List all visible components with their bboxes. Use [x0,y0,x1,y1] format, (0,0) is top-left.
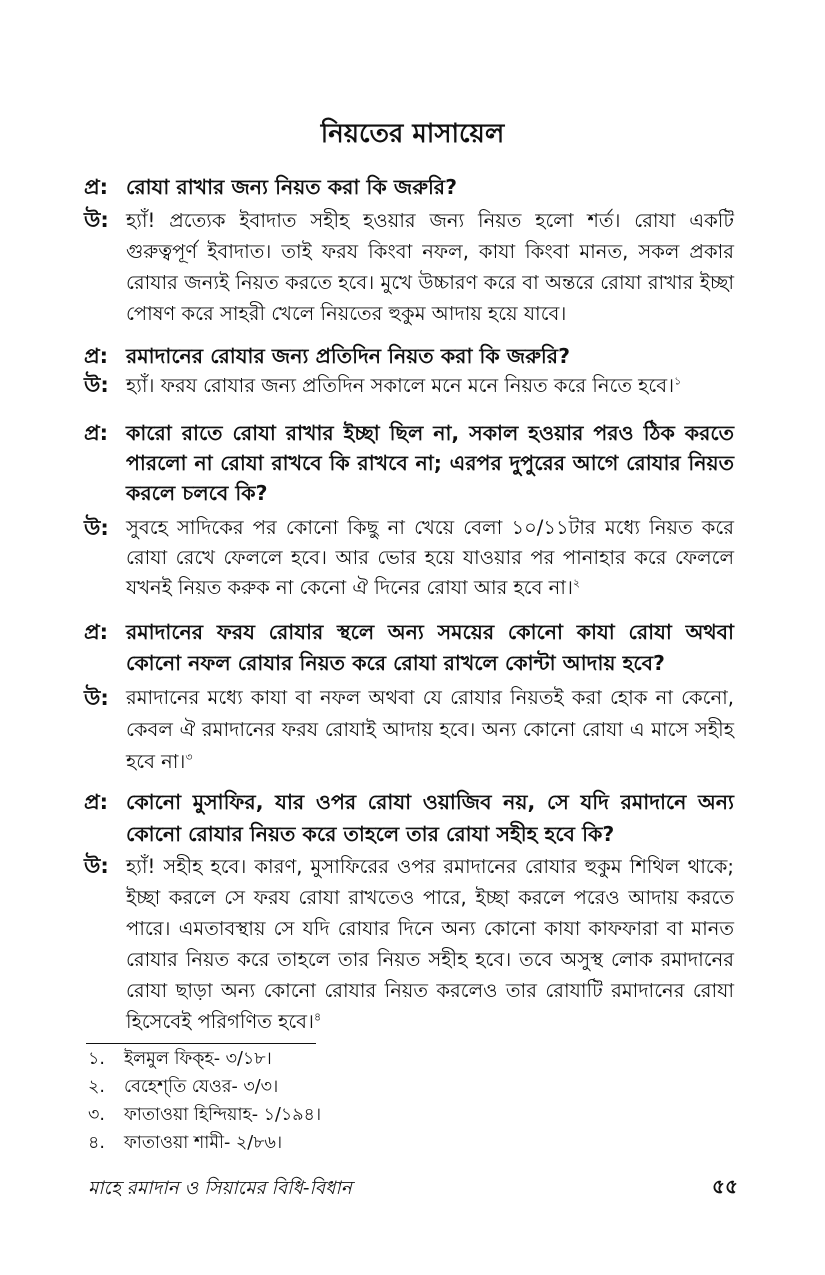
footnote-text: ইলমুল ফিক্‌হ- ৩/১৮। [124,1049,272,1069]
answer-text [126,513,734,603]
footnote-ref: ৩ [185,750,193,764]
question-text: কোনো মুসাফির, যার ওপর রোযা ওয়াজিব নয়, সে যদি রমাদানে অন্য কোনো রোযার নিয়ত করে তাহলে তার রোযা সহীহ হবে কি? [126,790,734,846]
answer-label: উ: [84,854,109,878]
footnote-number: ১. [88,1049,105,1069]
question-3 [84,418,734,508]
page-number: ৫৫ [712,1174,738,1198]
answer-2 [84,370,734,401]
answer-text [126,370,734,401]
question-label: প্র: [84,421,109,445]
question-label: প্র: [84,790,109,814]
question-4 [84,617,734,679]
question-5 [84,786,734,850]
question-label: প্র: [84,344,109,368]
question-text: রমাদানের রোযার জন্য প্রতিদিন নিয়ত করা কি জরুরি? [126,344,570,368]
answer-body: হ্যাঁ। ফরয রোযার জন্য প্রতিদিন সকালে মনে মনে নিয়ত করে নিতে হবে। [126,374,675,397]
footnote-text: ফাতাওয়া হিন্দিয়াহ- ১/১৯৪। [124,1105,322,1125]
question-text: রমাদানের ফরয রোযার স্থলে অন্য সময়ের কোনো কাযা রোযা অথবা কোনো নফল রোযার নিয়ত করে রোযা রাখলে কোন্টা আদায় হবে? [126,620,734,675]
question-1 [84,170,734,204]
answer-label: উ: [84,516,109,540]
answer-5 [84,851,734,1037]
running-book-title: মাহে রমাদান ও সিয়ামের বিধি-বিধান [88,1178,352,1199]
question-text: রোযা রাখার জন্য নিয়ত করা কি জরুরি? [126,175,457,199]
page-footer [88,1166,738,1206]
footnote-text: ফাতাওয়া শামী- ২/৮৬। [124,1133,283,1153]
footnote-2 [88,1074,278,1100]
answer-body: হ্যাঁ! প্রত্যেক ইবাদাত সহীহ হওয়ার জন্য নিয়ত হলো শর্ত। রোযা একটি গুরুত্বপূর্ণ ইবাদাত। তাই ফরয কিংবা নফল, কাযা কিংবা মানত, সকল প্রকার রোযার জন্যই নিয়ত করতে হবে। মুখে উচ্চারণ করে বা অন্তরে রোযা রাখার ইচ্ছা পোষণ করে সাহরী খেলে নিয়তের হুকুম আদায় হয়ে যাবে। [126,209,734,325]
answer-body: রমাদানের মধ্যে কাযা বা নফল অথবা যে রোযার নিয়তই করা হোক না কেনো, কেবল ঐ রমাদানের ফরয রোযাই আদায় হবে। অন্য কোনো রোযা এ মাসে সহীহ হবে না। [126,686,734,773]
answer-label: উ: [84,373,109,397]
footnote-1 [88,1046,272,1072]
answer-body: সুবহে সাদিকের পর কোনো কিছু না খেয়ে বেলা ১০/১১টার মধ্যে নিয়ত করে রোযা রেখে ফেললে হবে। আর ভোর হয়ে যাওয়ার পর পানাহার করে ফেললে যখনই নিয়ত করুক না কেনো ঐ দিনের রোযা আর হবে না। [126,516,734,599]
footnote-4 [88,1130,282,1156]
answer-label: উ: [84,686,109,710]
footnote-number: ২. [88,1077,105,1097]
footnote-divider [86,1043,316,1044]
answer-3 [84,513,734,603]
question-label: প্র: [84,620,109,644]
answer-label: উ: [84,208,109,232]
answer-text [126,851,734,1037]
footnote-ref: ২ [572,576,581,590]
footnote-ref: ১ [674,374,682,388]
question-2 [84,339,734,373]
question-label: প্র: [84,175,109,199]
footnote-number: ৩. [88,1105,105,1125]
footnote-number: ৪. [88,1133,105,1153]
question-text: কারো রাতে রোযা রাখার ইচ্ছা ছিল না, সকাল হওয়ার পরও ঠিক করতে পারলো না রোযা রাখবে কি রাখবে না; এরপর দুপুরের আগে রোযার নিয়ত করলে চলবে কি? [126,421,734,505]
answer-4 [84,682,734,778]
answer-text [126,682,734,778]
section-title: নিয়তের মাসায়েল [320,119,505,149]
answer-text [126,205,734,329]
footnote-ref: ৪ [314,1010,322,1024]
answer-1 [84,205,734,329]
answer-body: হ্যাঁ! সহীহ হবে। কারণ, মুসাফিরের ওপর রমাদানের রোযার হুকুম শিথিল থাকে; ইচ্ছা করলে সে ফরয রোযা রাখতেও পারে, ইচ্ছা করলে পরেও আদায় করতে পারে। এমতাবস্থায় সে যদি রোযার দিনে অন্য কোনো কাযা কাফফারা বা মানত রোযার নিয়ত করে তাহলে তার নিয়ত সহীহ হবে। তবে অসুস্থ লোক রমাদানের রোযা ছাড়া অন্য কোনো রোযার নিয়ত করলেও তার রোযাটি রমাদানের রোযা হিসেবেই পরিগণিত হবে। [126,855,734,1033]
footnote-3 [88,1102,321,1128]
footnote-text: বেহেশ্‌তি যেওর- ৩/৩। [124,1077,279,1097]
